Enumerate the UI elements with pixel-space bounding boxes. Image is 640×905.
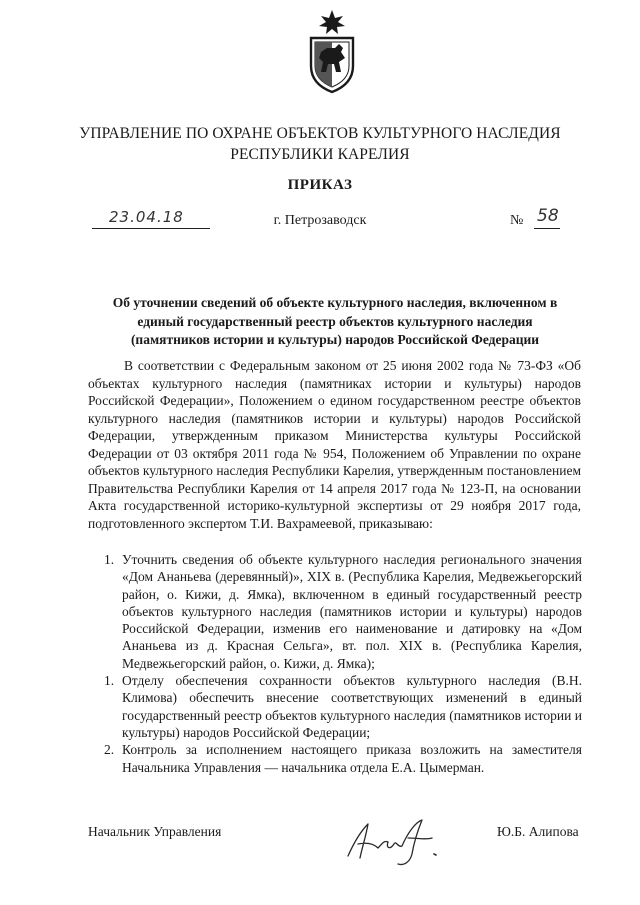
- order-subject: [100, 294, 570, 350]
- order-number: [510, 205, 560, 231]
- number-underline: [534, 228, 560, 229]
- item-text: Уточнить сведения об объекте культурного наследия регионального значения «Дом Ананьева (деревянный)», XIX в. (Республика Карелия, Медвежьегорский район, о. Кижи, д. Ямка), включенном в единый государственный реестр объектов культурного наследия (памятников истории и культуры) народов Российской Федерации, изменив его наименование и датировку на «Дом Ананьева из д. Красная Сельга», вт. пол. XIX в. (Республика Карелия, Медвежьегорский район, о. Кижи, д. Ямка);: [122, 552, 582, 671]
- order-title: ПРИКАЗ: [287, 177, 353, 193]
- number-handwritten: 58: [537, 206, 559, 226]
- list-item: [88, 551, 582, 672]
- number-sign: №: [510, 213, 524, 228]
- subject-line-3: (памятников истории и культуры) народов Российской Федерации: [130, 332, 540, 347]
- item-text: Контроль за исполнением настоящего приказа возложить на заместителя Начальника Управления — начальника отдела Е.А. Цымерман.: [122, 742, 582, 775]
- signatory-position: Начальник Управления: [88, 824, 222, 839]
- item-text: Отделу обеспечения сохранности объектов культурного наследия (В.Н. Климова) обеспечить внесение соответствующих изменений в единый государственный реестр объектов культурного наследия (памятников истории и культуры) народов Российской Федерации;: [122, 673, 582, 740]
- signatory-name: Ю.Б. Алипова: [497, 824, 579, 839]
- order-items-list: [88, 551, 582, 776]
- list-item: [88, 741, 582, 776]
- item-number: 2.: [104, 742, 115, 758]
- date-handwritten: 23.04.18: [109, 208, 184, 226]
- organization-line-1: УПРАВЛЕНИЕ ПО ОХРАНЕ ОБЪЕКТОВ КУЛЬТУРНОГО НАСЛЕДИЯ: [79, 125, 561, 142]
- organization-line-2: РЕСПУБЛИКИ КАРЕЛИЯ: [230, 146, 410, 163]
- list-item: [88, 672, 582, 741]
- karelia-coat-of-arms-icon: [301, 8, 363, 94]
- subject-line-2: единый государственный реестр объектов культурного наследия: [137, 313, 533, 329]
- handwritten-signature-icon: [338, 808, 448, 868]
- subject-line-1: Об уточнении сведений об объекте культурного наследия, включенном в: [112, 295, 558, 310]
- order-city: г. Петрозаводск: [273, 213, 367, 228]
- item-number: 1.: [104, 552, 115, 567]
- preamble-paragraph: В соответствии с Федеральным законом от 25 июня 2002 года № 73-ФЗ «Об объектах культурного наследия (памятниках истории и культуры) народов Российской Федерации», Положением о едином государственном реестре объектов культурного наследия (памятников истории и культуры) народов Российской Федерации, утвержденным приказом Министерства культуры Российской Федерации от 03 октября 2011 года № 954, Положением об Управлении по охране объектов культурного наследия Республики Карелия, утвержденным постановлением Правительства Республики Карелия от 14 апреля 2017 года № 123-П, на основании Акта государственной историко-культурной экспертизы от 29 ноября 2017 года, подготовленного экспертом Т.И. Вахрамеевой, приказываю:: [88, 358, 581, 531]
- organization-name: [60, 123, 580, 165]
- item-number: 1.: [104, 673, 115, 689]
